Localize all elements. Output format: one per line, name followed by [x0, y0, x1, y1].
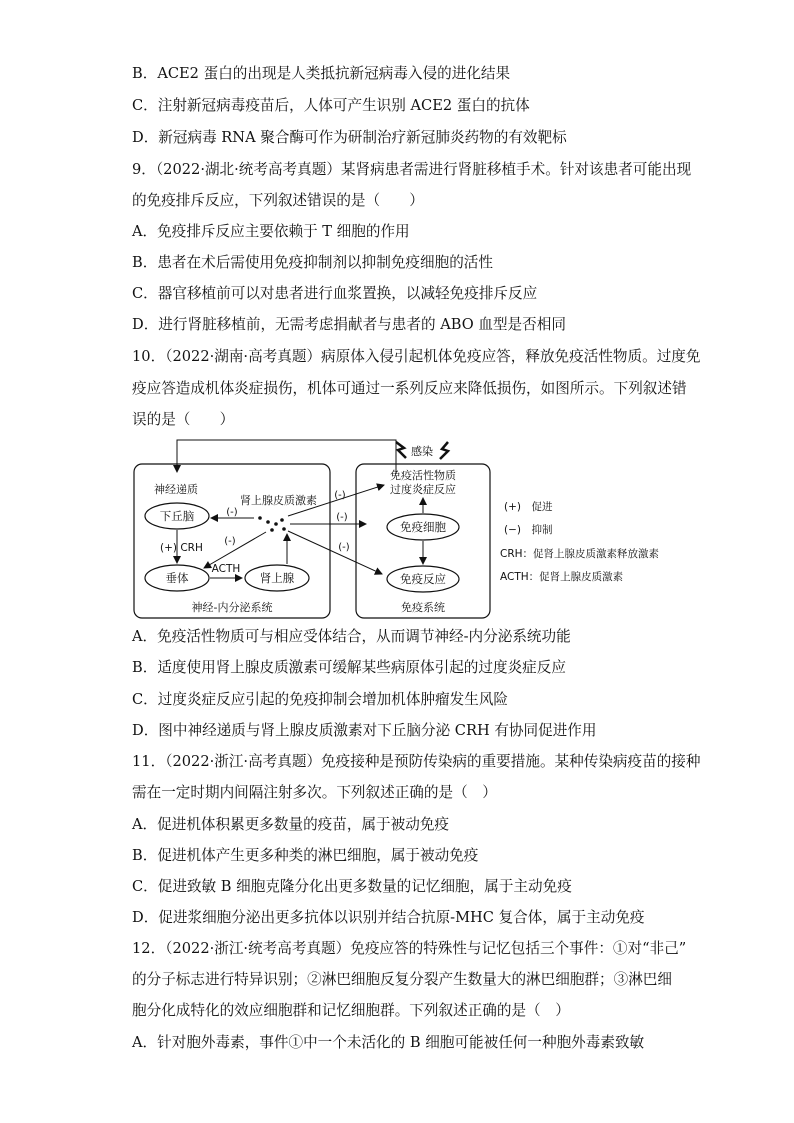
immune-cell-label: 免疫细胞 — [400, 520, 446, 534]
option-c: C．促进致敏 B 细胞克隆分化出更多数量的记忆细胞，属于主动免疫 — [132, 878, 572, 895]
inflammation-label: 过度炎症反应 — [390, 483, 456, 496]
option-d: D．促进浆细胞分泌出更多抗体以识别并结合抗原-MHC 复合体，属于主动免疫 — [132, 909, 645, 926]
option-a: A．免疫排斥反应主要依赖于 T 细胞的作用 — [132, 223, 410, 240]
legend-promote: (+) 促进 — [504, 501, 553, 513]
question-stem: 12．（2022·浙江·统考高考真题）免疫应答的特殊性与记忆包括三个事件：①对“非己” — [132, 940, 687, 957]
infection-label: 感染 — [411, 445, 433, 458]
immune-substance-label: 免疫活性物质 — [390, 469, 456, 482]
question-stem: 胞分化成特化的效应细胞群和记忆细胞群。下列叙述正确的是（ ） — [132, 1002, 570, 1019]
question-stem: 疫应答造成机体炎症损伤，机体可通过一系列反应来降低损伤，如图所示。下列叙述错 — [132, 380, 687, 397]
neuro-system-label: 神经-内分泌系统 — [191, 601, 273, 614]
hormone-dot — [274, 522, 278, 526]
lightning-icon — [396, 442, 406, 458]
hormone-dot — [280, 518, 284, 522]
option-b: B．ACE2 蛋白的出现是人类抵抗新冠病毒入侵的进化结果 — [132, 65, 511, 82]
question-stem: 的免疫排斥反应，下列叙述错误的是（ ） — [132, 192, 424, 209]
question-stem: 11．（2022·浙江·高考真题）免疫接种是预防传染病的重要措施。某种传染病疫苗的接种 — [132, 753, 701, 770]
immune-system-label: 免疫系统 — [401, 601, 445, 614]
legend-crh: CRH：促肾上腺皮质激素释放激素 — [500, 548, 660, 560]
legend-acth: ACTH：促肾上腺皮质激素 — [500, 571, 624, 583]
question-stem: 需在一定时期内间隔注射多次。下列叙述正确的是（ ） — [132, 784, 497, 801]
question-stem: 10．（2022·湖南·高考真题）病原体入侵引起机体免疫应答，释放免疫活性物质。过度免 — [132, 348, 701, 365]
inhibit-label: (-) — [338, 542, 350, 553]
option-b: B．促进机体产生更多种类的淋巴细胞，属于被动免疫 — [132, 847, 479, 864]
inhibit-label: (-) — [334, 490, 346, 501]
inhibit-immune-response-arrow — [288, 531, 382, 574]
question-stem: 9．（2022·湖北·统考高考真题）某肾病患者需进行肾脏移植手术。针对该患者可能出现 — [132, 161, 692, 178]
inhibit-label: (-) — [224, 536, 236, 547]
option-a: A．针对胞外毒素，事件①中一个未活化的 B 细胞可能被任何一种胞外毒素致敏 — [132, 1034, 645, 1051]
legend-inhibit: (−) 抑制 — [504, 524, 553, 536]
inhibit-label: (-) — [336, 512, 348, 523]
hormone-dot — [282, 527, 286, 531]
option-d: D．图中神经递质与肾上腺皮质激素对下丘脑分泌 CRH 有协同促进作用 — [132, 722, 597, 739]
hormone-dot — [270, 528, 274, 532]
feedback-arrow — [177, 440, 396, 474]
acth-label: ACTH — [211, 563, 241, 575]
option-c: C．注射新冠病毒疫苗后，人体可产生识别 ACE2 蛋白的抗体 — [132, 97, 530, 114]
option-a: A．促进机体积累更多数量的疫苗，属于被动免疫 — [132, 816, 450, 833]
question-stem: 误的是（ ） — [132, 411, 235, 428]
option-c: C．器官移植前可以对患者进行血浆置换，以减轻免疫排斥反应 — [132, 285, 538, 302]
option-d: D．进行肾脏移植前，无需考虑捐献者与患者的 ABO 血型是否相同 — [132, 316, 566, 333]
immune-neuroendocrine-diagram — [132, 434, 692, 624]
option-c: C．过度炎症反应引起的免疫抑制会增加机体肿瘤发生风险 — [132, 691, 509, 708]
option-a: A．免疫活性物质可与相应受体结合，从而调节神经-内分泌系统功能 — [132, 628, 571, 645]
lightning-icon — [440, 442, 448, 459]
option-d: D．新冠病毒 RNA 聚合酶可作为研制治疗新冠肺炎药物的有效靶标 — [132, 129, 567, 146]
option-b: B．患者在术后需使用免疫抑制剂以抑制免疫细胞的活性 — [132, 254, 493, 271]
option-b: B．适度使用肾上腺皮质激素可缓解某些病原体引起的过度炎症反应 — [132, 659, 566, 676]
adrenal-label: 肾上腺 — [259, 571, 295, 585]
corticoid-label: 肾上腺皮质激素 — [240, 494, 317, 507]
question-stem: 的分子标志进行特异识别；②淋巴细胞反复分裂产生数量大的淋巴细胞群；③淋巴细 — [132, 971, 672, 988]
immune-response-label: 免疫反应 — [400, 572, 446, 586]
crh-label: (+) CRH — [160, 542, 203, 554]
hormone-dot — [266, 520, 270, 524]
hormone-dot — [258, 516, 262, 520]
hypothalamus-label: 下丘脑 — [159, 509, 195, 523]
pituitary-label: 垂体 — [165, 571, 189, 585]
inhibit-label: (-) — [226, 507, 238, 518]
neurotransmitter-label: 神经递质 — [154, 483, 198, 496]
